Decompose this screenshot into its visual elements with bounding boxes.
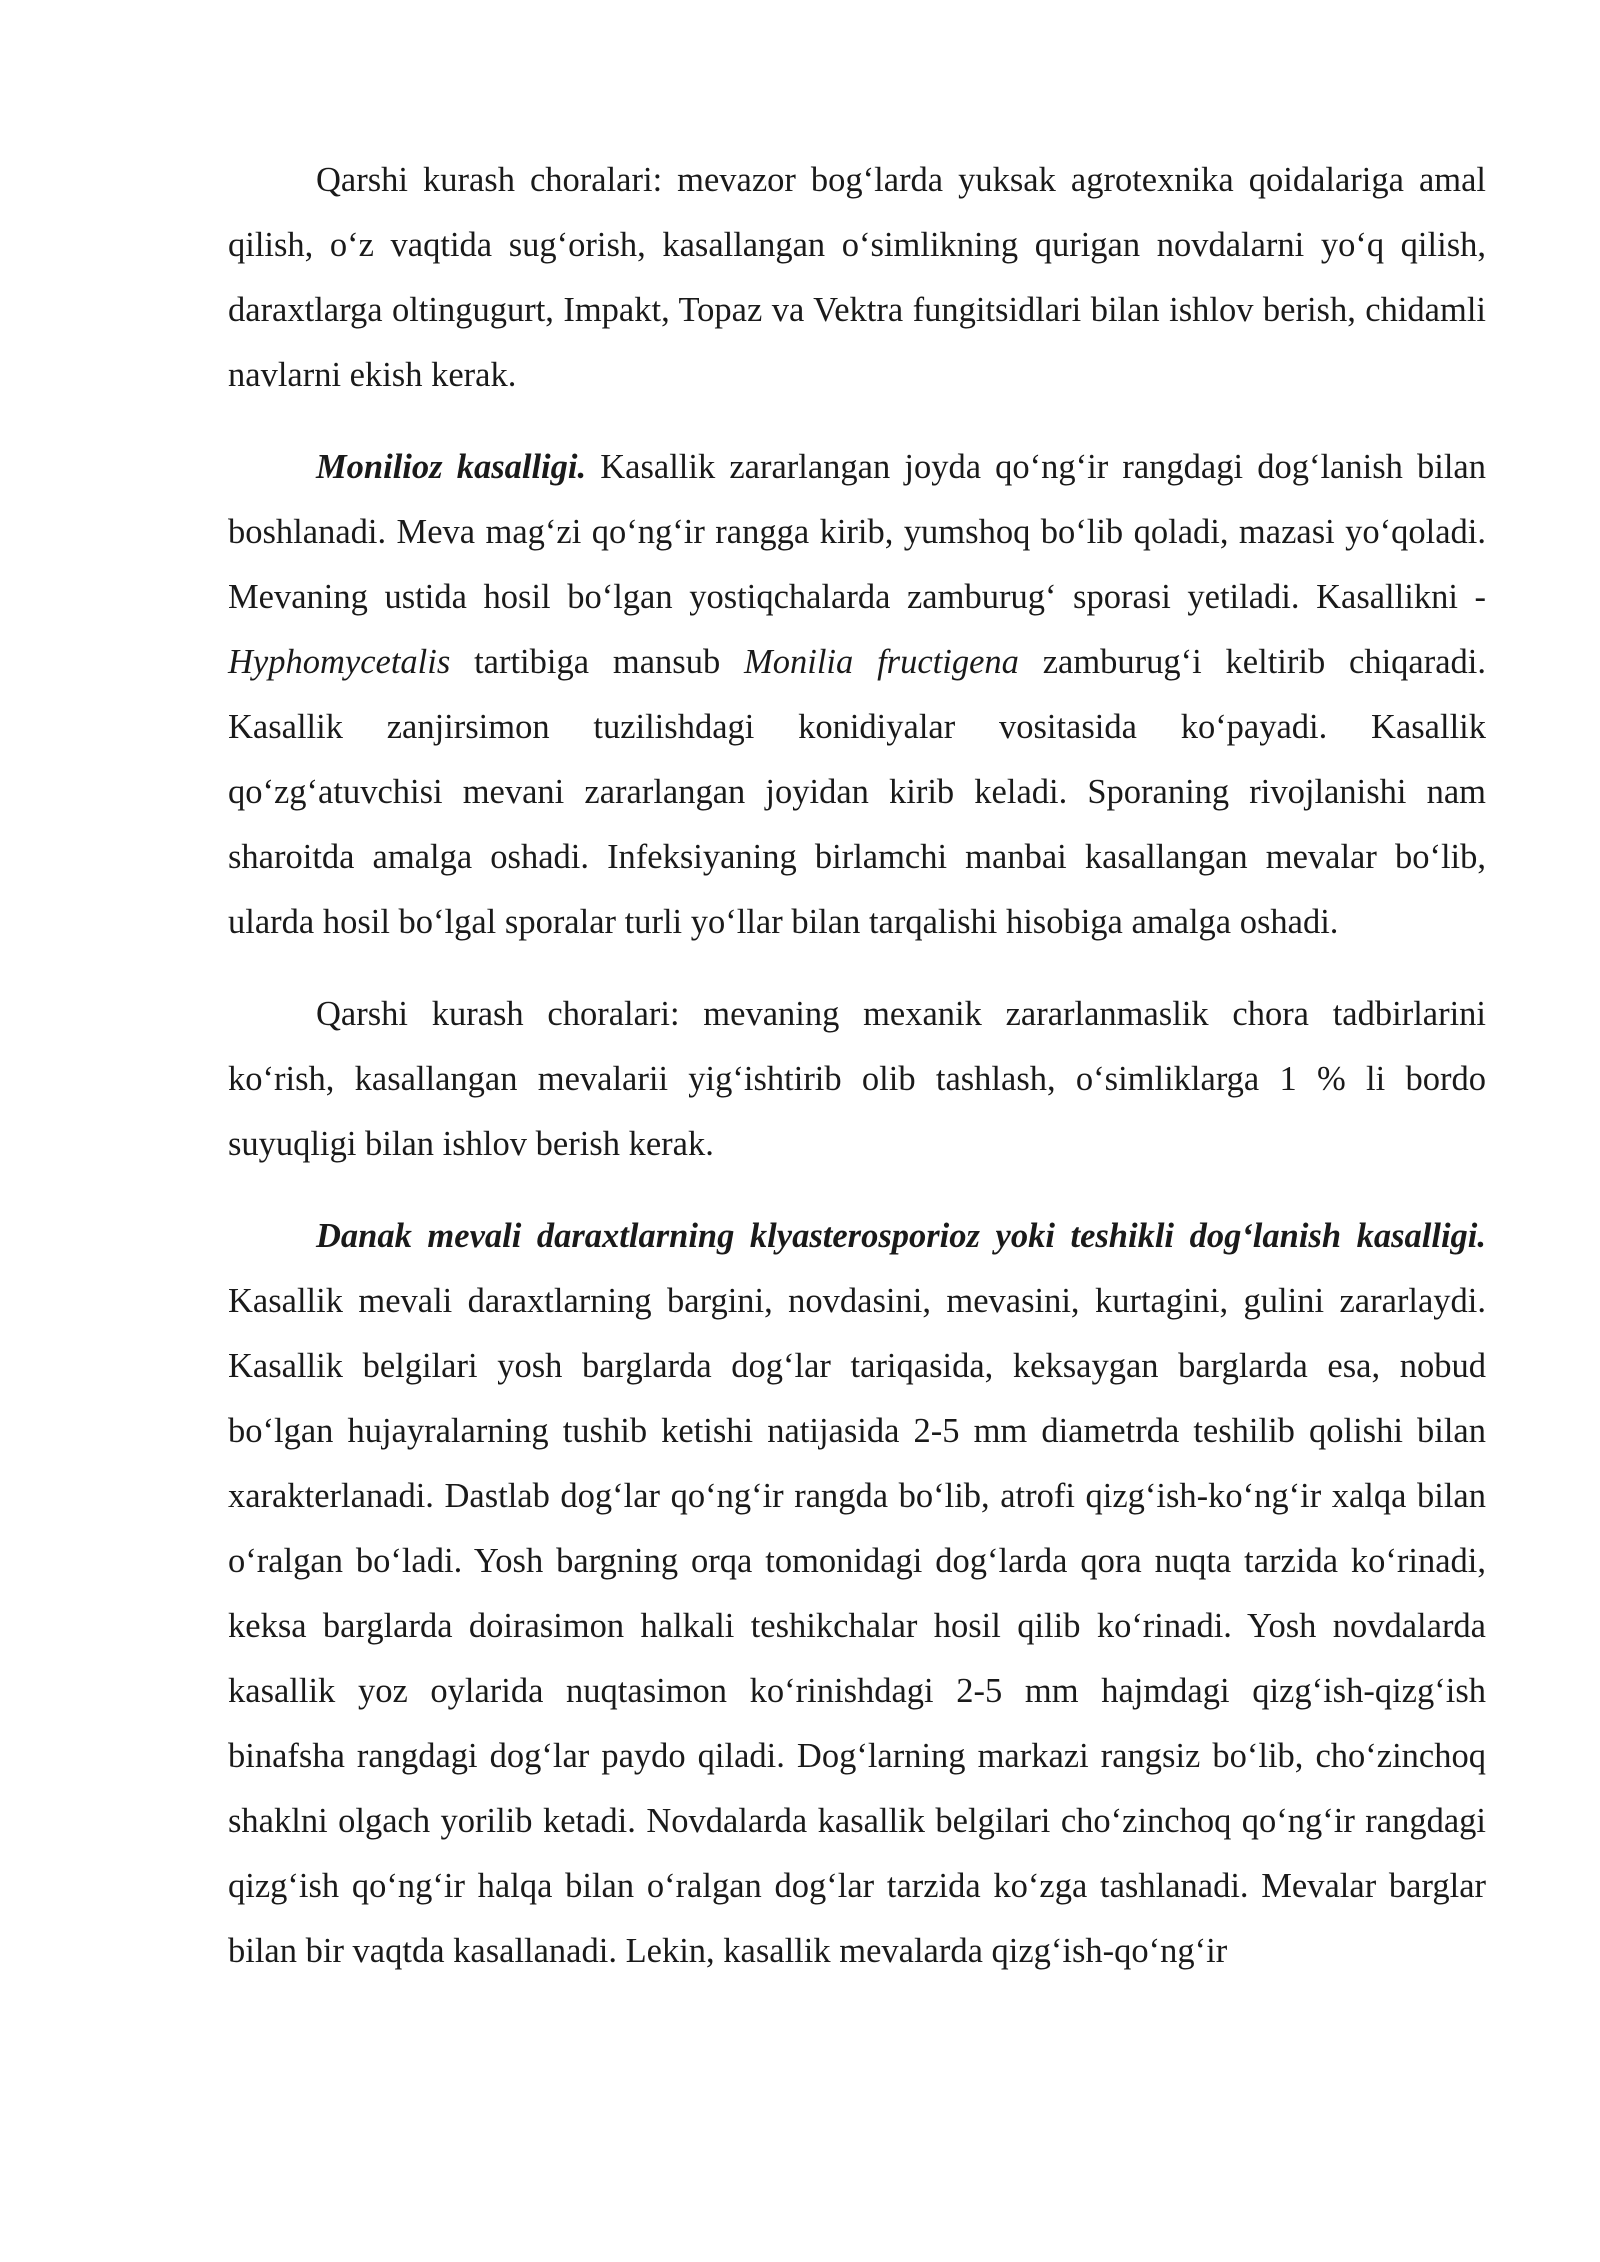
paragraph-text: tartibiga mansub [450,643,745,681]
paragraph-klyasterosporioz [228,1204,1486,1984]
paragraph-text: zamburug‘i keltirib chiqaradi. Kasallik zanjirsimon tuzilishdagi konidiyalar vositasida ko‘payadi. Kasallik qo‘zg‘atuvchisi mevani zararlangan joyidan kirib keladi. Sporaning rivojlanishi nam sharoitda amalga oshadi. Infeksiyaning birlamchi manbai kasallangan mevalar bo‘lib, ularda hosil bo‘lgal sporalar turli yo‘llar bilan tarqalishi hisobiga amalga oshadi. [228,643,1486,941]
section-heading-monilioz: Monilioz kasalligi. [316,448,587,486]
paragraph-text: Qarshi kurash choralari: mevazor bog‘larda yuksak agrotexnika qoidalariga amal qilish, o‘z vaqtida sug‘orish, kasallangan o‘simlikning qurigan novdalarni yo‘q qilish, daraxtlarga oltingugurt, Impakt, Topaz va Vektra fungitsidlari bilan ishlov berish, chidamli navlarni ekish kerak. [228,161,1486,394]
paragraph-control-measures-1 [228,148,1486,408]
paragraph-control-measures-2 [228,982,1486,1177]
latin-term-species: Monilia fructigena [744,643,1019,681]
paragraph-text: Qarshi kurash choralari: mevaning mexanik zararlanmaslik chora tadbirlarini ko‘rish, kasallangan mevalarii yig‘ishtirib olib tashlash, o‘simliklarga 1 % li bordo suyuqligi bilan ishlov berish kerak. [228,995,1486,1163]
section-heading-klyasterosporioz: Danak mevali daraxtlarning klyasterosporioz yoki teshikli dog‘lanish kasalligi. [316,1217,1486,1255]
paragraph-text: Kasallik zararlangan joyda qo‘ng‘ir rangdagi dog‘lanish bilan boshlanadi. Meva mag‘zi qo‘ng‘ir rangga kirib, yumshoq bo‘lib qoladi, mazasi yo‘qoladi. Mevaning ustida hosil bo‘lgan yostiqchalarda zamburug‘ sporasi yetiladi. Kasallikni - [228,448,1486,616]
document-page [228,148,1486,2011]
paragraph-monilioz [228,435,1486,955]
latin-term-order: Hyphomycetalis [228,643,451,681]
paragraph-text: Kasallik mevali daraxtlarning bargini, novdasini, mevasini, kurtagini, gulini zararlaydi. Kasallik belgilari yosh barglarda dog‘lar tariqasida, keksaygan barglarda esa, nobud bo‘lgan hujayralarning tushib ketishi natijasida 2-5 mm diametrda teshilib qolishi bilan xarakterlanadi. Dastlab dog‘lar qo‘ng‘ir rangda bo‘lib, atrofi qizg‘ish-ko‘ng‘ir xalqa bilan o‘ralgan bo‘ladi. Yosh bargning orqa tomonidagi dog‘larda qora nuqta tarzida ko‘rinadi, keksa barglarda doirasimon halkali teshikchalar hosil qilib ko‘rinadi. Yosh novdalarda kasallik yoz oylarida nuqtasimon ko‘rinishdagi 2-5 mm hajmdagi qizg‘ish-qizg‘ish binafsha rangdagi dog‘lar paydo qiladi. Dog‘larning markazi rangsiz bo‘lib, cho‘zinchoq shaklni olgach yorilib ketadi. Novdalarda kasallik belgilari cho‘zinchoq qo‘ng‘ir rangdagi qizg‘ish qo‘ng‘ir halqa bilan o‘ralgan dog‘lar tarzida ko‘zga tashlanadi. Mevalar barglar bilan bir vaqtda kasallanadi. Lekin, kasallik mevalarda qizg‘ish-qo‘ng‘ir [228,1282,1486,1970]
